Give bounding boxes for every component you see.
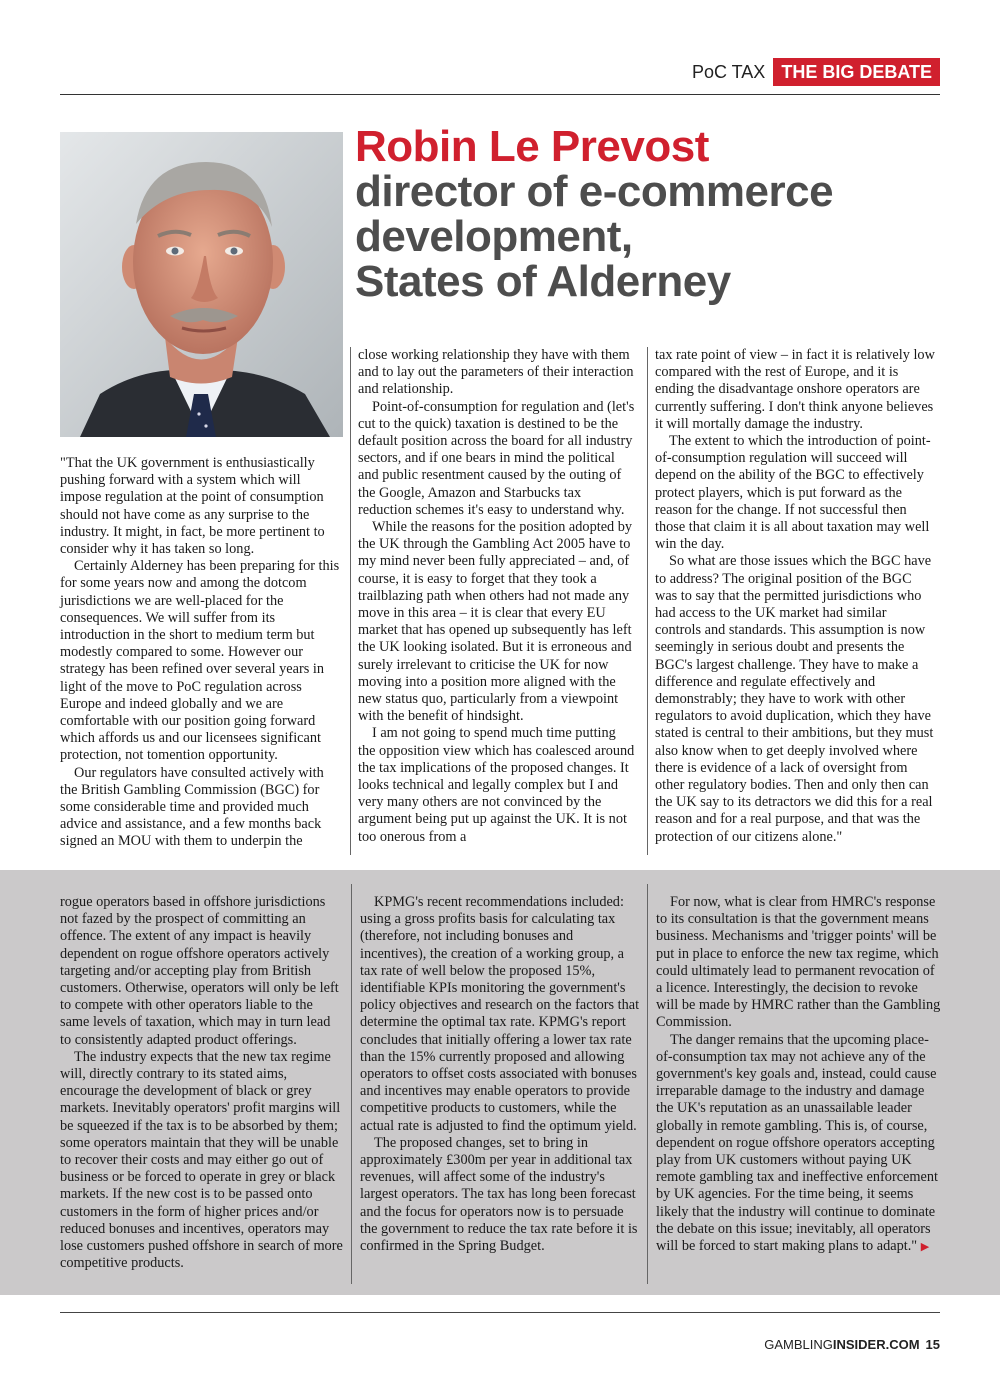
paragraph: Point-of-consumption for regulation and (let's cut to the quick) taxation is destined to be the default position across the board for all industry sectors, and if one bears in mind the political and public resentment caused by the outing of the Google, Amazon and Starbucks tax reduction schemes it's easy to understand why. — [358, 398, 635, 518]
paragraph: For now, what is clear from HMRC's response to its consultation is that the government means business. Mechanisms and 'trigger points' will be put in place to enforce the new tax regime, which could ultimately lead to permanent revocation of a licence. Interestingly, the decision to revoke will be made by HMRC rather than the Gambling Commission. — [656, 894, 941, 1031]
column-bottom-3 — [656, 894, 942, 1256]
role-line-3: States of Alderney — [355, 257, 731, 306]
column-divider — [647, 347, 648, 855]
top-rule — [60, 94, 940, 95]
paragraph: So what are those issues which the BGC have to address? The original position of the BGC was to say that the permitted jurisdictions who had access to the UK market had similar controls and standards. This assumption is now seemingly in serious doubt and presents the BGC's largest challenge. They have to make a difference and regulate effectively and demonstrably; they have to work with other regulators to avoid duplication, which they have stated is central to their ambitions, but they must also know when to get deeply involved where there is evidence of a lack of oversight from other regulatory bodies. Then and only then can the UK say to its detractors we did this for a real reason and for a real purpose, and that was the protection of our citizens alone." — [655, 553, 934, 845]
headline — [355, 124, 945, 304]
footer-site-prefix: GAMBLING — [764, 1337, 833, 1352]
bottom-rule — [60, 1312, 940, 1313]
person-name: Robin Le Prevost — [355, 122, 709, 171]
paragraph: rogue operators based in offshore jurisdictions not fazed by the prospect of committing an offence. The extent of any impact is heavily dependent on rogue offshore operators actively targeting and/or accepting play from British customers. Otherwise, operators will only be left to compete with other operators liable to the same levels of taxation, which may in turn lead to consistently adapted product offerings. — [60, 894, 339, 1048]
paragraph: "That the UK government is enthusiastically pushing forward with a system which will impose regulation at the point of consumption should not have come as any surprise to the industry. It might, in fact, be more pertinent to consider why it has taken so long. — [60, 455, 325, 558]
column-top-3 — [655, 347, 935, 846]
page-number: 15 — [925, 1337, 940, 1352]
section-label: PoC TAX — [691, 62, 766, 82]
paragraph: The proposed changes, set to bring in approximately £300m per year in additional tax revenues, will affect some of the industry's largest operators. The tax has long been forecast and the focus for operators now is to persuade the government to reduce the tax rate before it is confirmed in the Spring Budget. — [360, 1134, 638, 1255]
column-bottom-1 — [60, 894, 345, 1272]
paragraph: The industry expects that the new tax regime will, directly contrary to its stated aims, encourage the development of black or grey markets. Inevitably operators' profit margins will be squeezed if the tax is to be absorbed by them; some operators maintain that they will be unable to recover their costs and may either go out of business or be forced to operate in grey or black markets. If the new cost is to be passed onto customers in the form of higher prices and/or reduced bonuses and incentives, operators may lose customers pushed offshore in search of more competitive products. — [60, 1048, 343, 1272]
paragraph: tax rate point of view – in fact it is relatively low compared with the rest of Europe, and it is ending the disadvantage onshore operators are currently suffering. I don't think anyone believes it will mortally damage the industry. — [655, 347, 935, 432]
role-line-1: director of e-commerce — [355, 167, 834, 216]
portrait-photo-icon — [60, 132, 343, 437]
paragraph: I am not going to spend much time putting the opposition view which has coalesced around the tax implications of the proposed changes. It looks technical and legally complex but I and very many others are not convinced by the argument being put up against the UK. It is not too onerous from a — [358, 725, 635, 845]
column-bottom-2 — [360, 894, 640, 1255]
paragraph: Our regulators have consulted actively with the British Gambling Commission (BGC) for some considerable time and provided much advice and assistance, and a few months back signed an MOU with them to underpin the — [60, 764, 324, 850]
column-divider — [351, 884, 352, 1284]
role-line-2: development, — [355, 212, 633, 261]
column-divider — [350, 347, 351, 855]
end-mark-icon: ▶ — [920, 1241, 930, 1254]
paragraph: close working relationship they have with them and to lay out the parameters of their interaction and relationship. — [358, 347, 634, 398]
footer — [764, 1337, 940, 1352]
section-header — [692, 58, 940, 86]
paragraph: The extent to which the introduction of point-of-consumption regulation will succeed will depend on the ability of the BGC to effectively protect players, which is put forward as the reason for the change. If not successful then those that claim it is all about taxation may well win the day. — [655, 433, 931, 553]
portrait-photo — [60, 132, 343, 437]
column-top-1 — [60, 455, 340, 851]
paragraph-text: The danger remains that the upcoming place-of-consumption tax may not achieve any of the government's key goals and, instead, could cause irreparable damage to the industry and damage the UK's reputation as an unassailable leader globally in remote gambling. This is, of course, dependent on rogue offshore operators accepting play from UK customers without paying UK remote gambling tax and ineffective enforcement by UK agencies. For the time being, it seems likely that the industry will continue to dominate the debate on this issue; inevitably, all operators will be forced to start making plans to adapt." — [656, 1031, 938, 1255]
footer-site-bold: INSIDER.COM — [832, 1337, 920, 1352]
paragraph: While the reasons for the position adopted by the UK through the Gambling Act 2005 have to my mind never been fully appreciated – and, of course, it is easy to forget that they took a trailblazing path when others had not made any move in this area – it is clear that every EU market that has opened up subsequently has left the UK looking isolated. But it is erroneous and surely irrelevant to criticise the UK for now moving into a position more aligned with the new status quo, particularly from a viewpoint with the benefit of hindsight. — [358, 519, 633, 725]
column-divider — [647, 884, 648, 1284]
paragraph: KPMG's recent recommendations included: using a gross profits basis for calculating tax (therefore, not including bonuses and incentives), the creation of a working group, a tax rate of well below the proposed 15%, identifiable KPIs monitoring the government's policy objectives and research on the factors that determine the optimal tax rate. KPMG's report concludes that initially offering a lower tax rate than the 15% currently proposed and allowing operators to offset costs associated with bonuses and incentives may enable operators to provide competitive products to customers, while the actual rate is adjusted to find the optimum yield. — [360, 894, 640, 1134]
paragraph — [656, 1032, 942, 1257]
paragraph: Certainly Alderney has been preparing for this for some years now and among the dotcom jurisdictions we are well-placed for the consequences. We will suffer from its introduction in the short to medium term but modestly compared to some. However our strategy has been refined over several years in light of the move to PoC regulation across Europe and indeed globally and we are comfortable with our position going forward which affords us and our licensees significant protection, not tomention opportunity. — [60, 558, 340, 764]
column-top-2 — [358, 347, 635, 846]
section-tag: THE BIG DEBATE — [773, 58, 940, 86]
